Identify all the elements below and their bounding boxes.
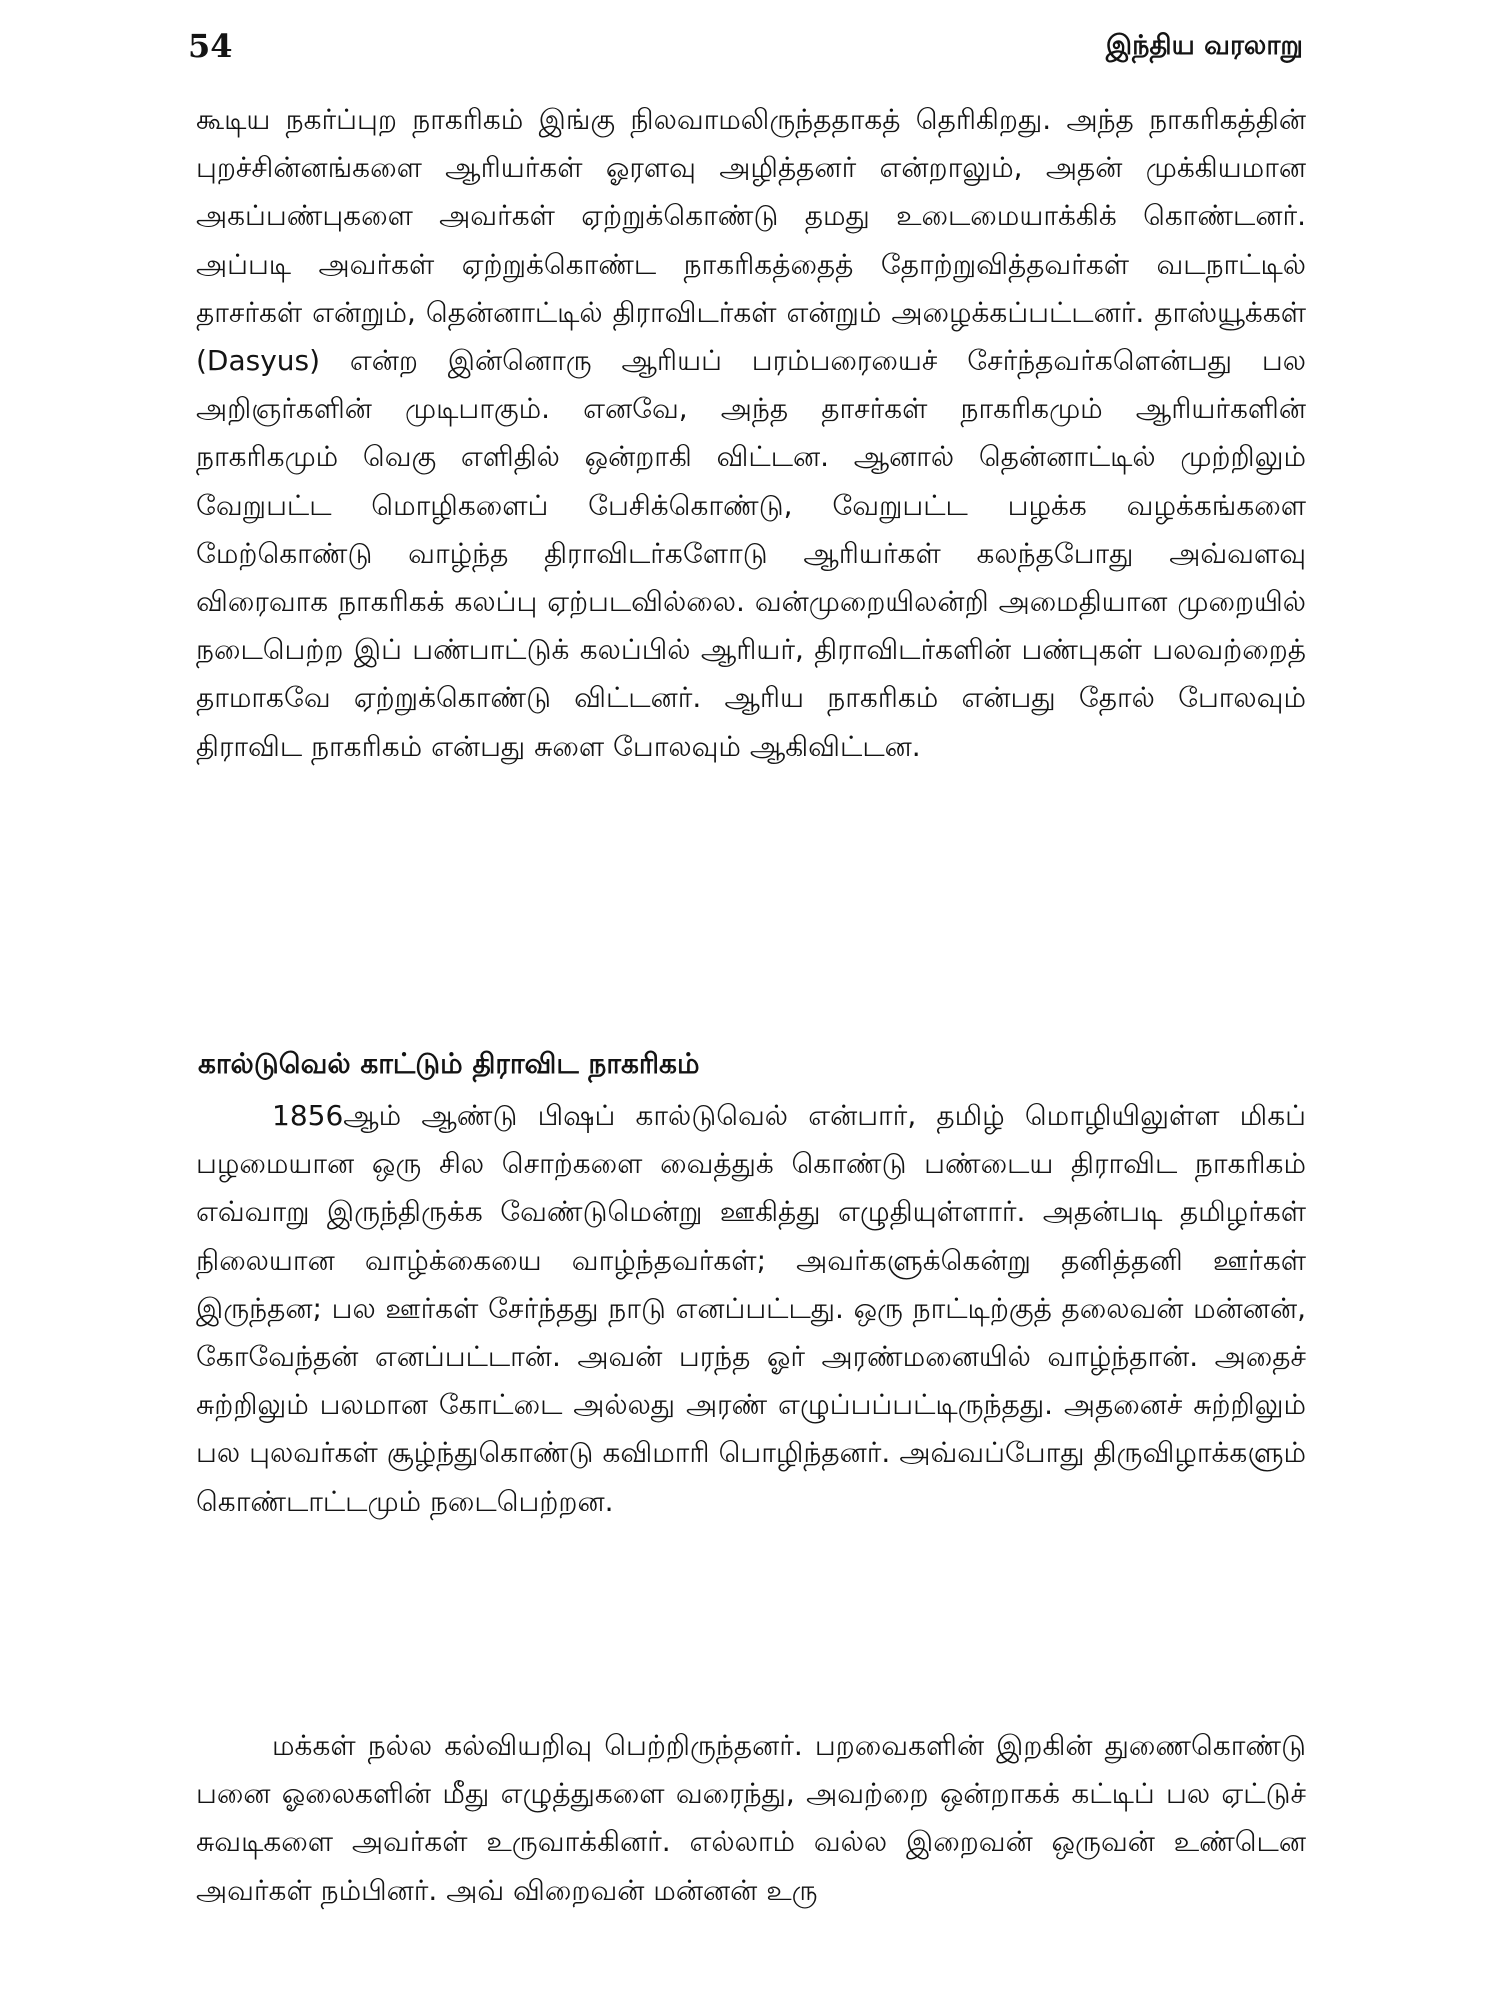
section-heading: கால்டுவெல் காட்டும் திராவிட நாகரிகம்	[198, 1047, 700, 1080]
running-head	[188, 18, 1303, 66]
page-number: 54	[188, 27, 233, 65]
paragraph-3	[196, 1722, 1306, 1915]
paragraph-2	[196, 1092, 1306, 1526]
paragraph-1	[196, 96, 1306, 771]
paragraph-2-text: 1856ஆம் ஆண்டு பிஷப் கால்டுவெல் என்பார், தமிழ் மொழியிலுள்ள மிகப் பழமையான ஒரு சில சொற்களை வைத்துக் கொண்டு பண்டைய திராவிட நாகரிகம் எவ்வாறு இருந்திருக்க வேண்டுமென்று ஊகித்து எழுதியுள்ளார். அதன்படி தமிழர்கள் நிலையான வாழ்க்கையை வாழ்ந்தவர்கள்; அவர்களுக்கென்று தனித்தனி ஊர்கள் இருந்தன; பல ஊர்கள் சேர்ந்தது நாடு எனப்பட்டது. ஒரு நாட்டிற்குத் தலைவன் மன்னன், கோவேந்தன் எனப்பட்டான். அவன் பரந்த ஓர் அரண்மனையில் வாழ்ந்தான். அதைச் சுற்றிலும் பலமான கோட்டை அல்லது அரண் எழுப்பப்பட்டிருந்தது. அதனைச் சுற்றிலும் பல புலவர்கள் சூழ்ந்துகொண்டு கவிமாரி பொழிந்தனர். அவ்வப்போது திருவிழாக்களும் கொண்டாட்டமும் நடைபெற்றன.	[196, 1099, 1306, 1518]
paragraph-1-text: கூடிய நகர்ப்புற நாகரிகம் இங்கு நிலவாமலிருந்ததாகத் தெரிகிறது. அந்த நாகரிகத்தின் புறச்சின்னங்களை ஆரியர்கள் ஓரளவு அழித்தனர் என்றாலும், அதன் முக்கியமான அகப்பண்புகளை அவர்கள் ஏற்றுக்கொண்டு தமது உடைமையாக்கிக் கொண்டனர். அப்படி அவர்கள் ஏற்றுக்கொண்ட நாகரிகத்தைத் தோற்றுவித்தவர்கள் வடநாட்டில் தாசர்கள் என்றும், தென்னாட்டில் திராவிடர்கள் என்றும் அழைக்கப்பட்டனர். தாஸ்யூக்கள் (Dasyus) என்ற இன்னொரு ஆரியப் பரம்பரையைச் சேர்ந்தவர்களென்பது பல அறிஞர்களின் முடிபாகும். எனவே, அந்த தாசர்கள் நாகரிகமும் ஆரியர்களின் நாகரிகமும் வெகு எளிதில் ஒன்றாகி விட்டன. ஆனால் தென்னாட்டில் முற்றிலும் வேறுபட்ட மொழிகளைப் பேசிக்கொண்டு, வேறுபட்ட பழக்க வழக்கங்களை மேற்கொண்டு வாழ்ந்த திராவிடர்களோடு ஆரியர்கள் கலந்தபோது அவ்வளவு விரைவாக நாகரிகக் கலப்பு ஏற்படவில்லை. வன்முறையிலன்றி அமைதியான முறையில் நடைபெற்ற இப் பண்பாட்டுக் கலப்பில் ஆரியர், திராவிடர்களின் பண்புகள் பலவற்றைத் தாமாகவே ஏற்றுக்கொண்டு விட்டனர். ஆரிய நாகரிகம் என்பது தோல் போலவும் திராவிட நாகரிகம் என்பது சுளை போலவும் ஆகிவிட்டன.	[196, 103, 1306, 763]
paragraph-3-text: மக்கள் நல்ல கல்வியறிவு பெற்றிருந்தனர். பறவைகளின் இறகின் துணைகொண்டு பனை ஓலைகளின் மீது எழுத்துகளை வரைந்து, அவற்றை ஒன்றாகக் கட்டிப் பல ஏட்டுச் சுவடிகளை அவர்கள் உருவாக்கினர். எல்லாம் வல்ல இறைவன் ஒருவன் உண்டென அவர்கள் நம்பினர். அவ் விறைவன் மன்னன் உரு	[196, 1729, 1306, 1907]
running-title: இந்திய வரலாறு	[1105, 30, 1303, 61]
